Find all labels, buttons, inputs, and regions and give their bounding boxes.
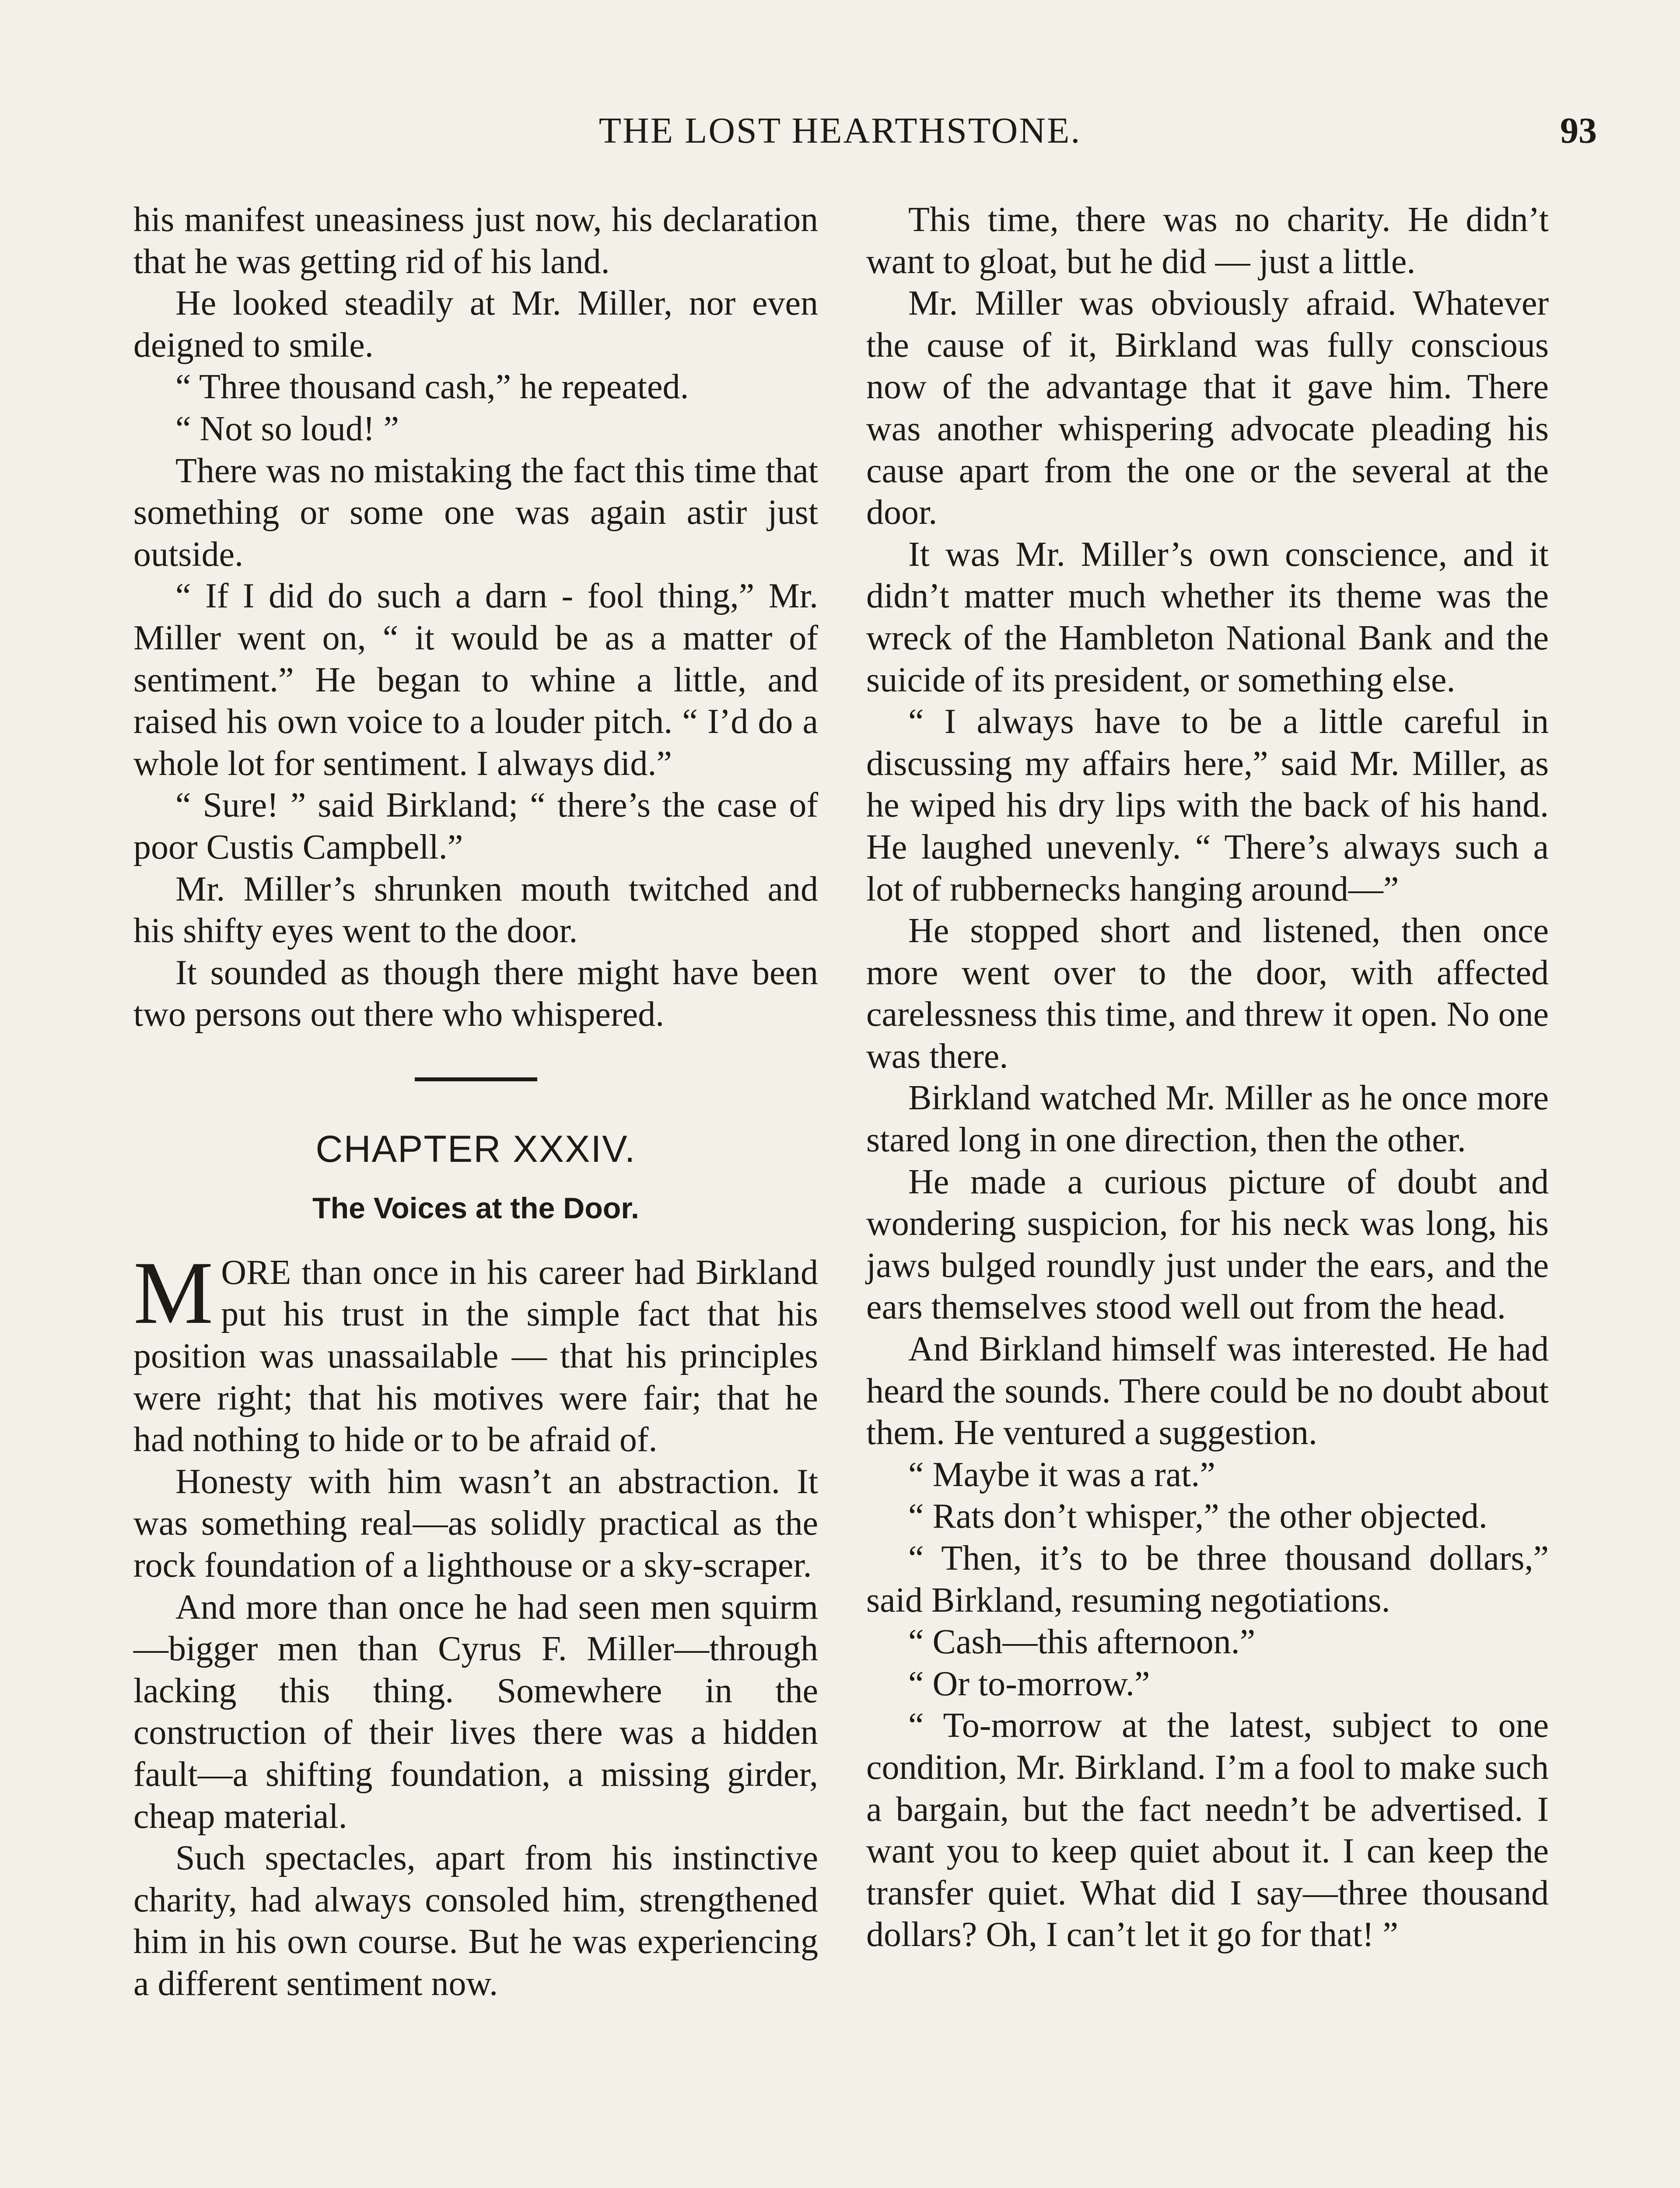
paragraph: It sounded as though there might have been two persons out there who whispered.: [133, 953, 818, 1034]
paragraph: Birkland watched Mr. Miller as he once more stared long in one direction, then the other.: [866, 1079, 1549, 1160]
paragraph: He looked steadily at Mr. Miller, nor even deigned to smile.: [133, 284, 818, 365]
page-number: 93: [1560, 110, 1597, 151]
paragraph: “ Then, it’s to be three thousand dollars,” said Birkland, resuming negotiations.: [866, 1539, 1549, 1620]
paragraph: And more than once he had seen men squirm—bigger men than Cyrus F. Miller—through lacking this thing. Somewhere in the construction of their lives there was a hidden fault—a shifting foundation, a missing girder, cheap material.: [133, 1588, 818, 1836]
paragraph: Honesty with him wasn’t an abstraction. It was something real—as solidly practical as the rock foundation of a lighthouse or a sky-scraper.: [133, 1462, 818, 1585]
chapter-subtitle: The Voices at the Door.: [312, 1191, 639, 1225]
paragraph: “ Rats don’t whisper,” the other objected.: [908, 1497, 1488, 1536]
paragraph: “ I always have to be a little careful in discussing my affairs here,” said Mr. Miller, as he wiped his dry lips with the back of his hand. He laughed unevenly. “ There’s always such a lot of rubbernecks hanging around—”: [866, 702, 1549, 908]
paragraph: “ Not so loud! ”: [175, 409, 399, 448]
paragraph: Mr. Miller’s shrunken mouth twitched and his shifty eyes went to the door.: [133, 870, 818, 950]
chapter-opening-text: ORE than once in his career had Birkland put his trust in the simple fact that his position was unassailable — that his principles were right; that his motives were fair; that he had nothing to hide or to be afraid of.: [133, 1253, 818, 1459]
paragraph: And Birkland himself was interested. He had heard the sounds. There could be no doubt about them. He ventured a suggestion.: [866, 1330, 1549, 1452]
paragraph: It was Mr. Miller’s own conscience, and it didn’t matter much whether its theme was the wreck of the Hambleton National Bank and the suicide of its president, or something else.: [866, 535, 1549, 699]
paragraph: “ Sure! ” said Birkland; “ there’s the case of poor Custis Campbell.”: [133, 786, 818, 866]
paragraph: “ If I did do such a darn - fool thing,” Mr. Miller went on, “ it would be as a matter of sentiment.” He began to whine a little, and raised his own voice to a louder pitch. “ I’d do a whole lot for sentiment. I always did.”: [133, 577, 818, 783]
paragraph: “ Cash—this afternoon.”: [908, 1623, 1256, 1662]
paragraph: “ Or to-morrow.”: [908, 1664, 1150, 1703]
section-divider: [415, 1077, 537, 1081]
chapter-opening-paragraph: [133, 1243, 818, 1461]
running-title: THE LOST HEARTHSTONE.: [598, 110, 1082, 151]
right-column: [866, 199, 1549, 1956]
paragraph: He made a curious picture of doubt and wondering suspicion, for his neck was long, his jaws bulged roundly just under the ears, and the ears themselves stood well out from the head.: [866, 1162, 1549, 1327]
paragraph: “ Maybe it was a rat.”: [908, 1455, 1215, 1494]
paragraph: This time, there was no charity. He didn’t want to gloat, but he did — just a little.: [866, 200, 1549, 281]
running-header: [131, 109, 1597, 158]
paragraph: “ Three thousand cash,” he repeated.: [175, 368, 689, 407]
left-column: [133, 199, 818, 2005]
paragraph: his manifest uneasiness just now, his declaration that he was getting rid of his land.: [133, 200, 818, 281]
paragraph: Mr. Miller was obviously afraid. Whatever the cause of it, Birkland was fully conscious now of the advantage that it gave him. There was another whispering advocate pleading his cause apart from the one or the several at the door.: [866, 284, 1549, 532]
paragraph: He stopped short and listened, then once more went over to the door, with affected carelessness this time, and threw it open. No one was there.: [866, 912, 1549, 1076]
paragraph: There was no mistaking the fact this time that something or some one was again astir just outside.: [133, 451, 818, 574]
drop-cap: M: [133, 1243, 214, 1343]
chapter-title: CHAPTER XXXIV.: [315, 1128, 636, 1170]
paragraph: “ To-morrow at the latest, subject to one condition, Mr. Birkland. I’m a fool to make such a bargain, but the fact needn’t be advertised. I want you to keep quiet about it. I can keep the transfer quiet. What did I say—three thousand dollars? Oh, I can’t let it go for that! ”: [866, 1706, 1549, 1954]
paragraph: Such spectacles, apart from his instinctive charity, had always consoled him, strengthened him in his own course. But he was experiencing a different sentiment now.: [133, 1839, 818, 2003]
